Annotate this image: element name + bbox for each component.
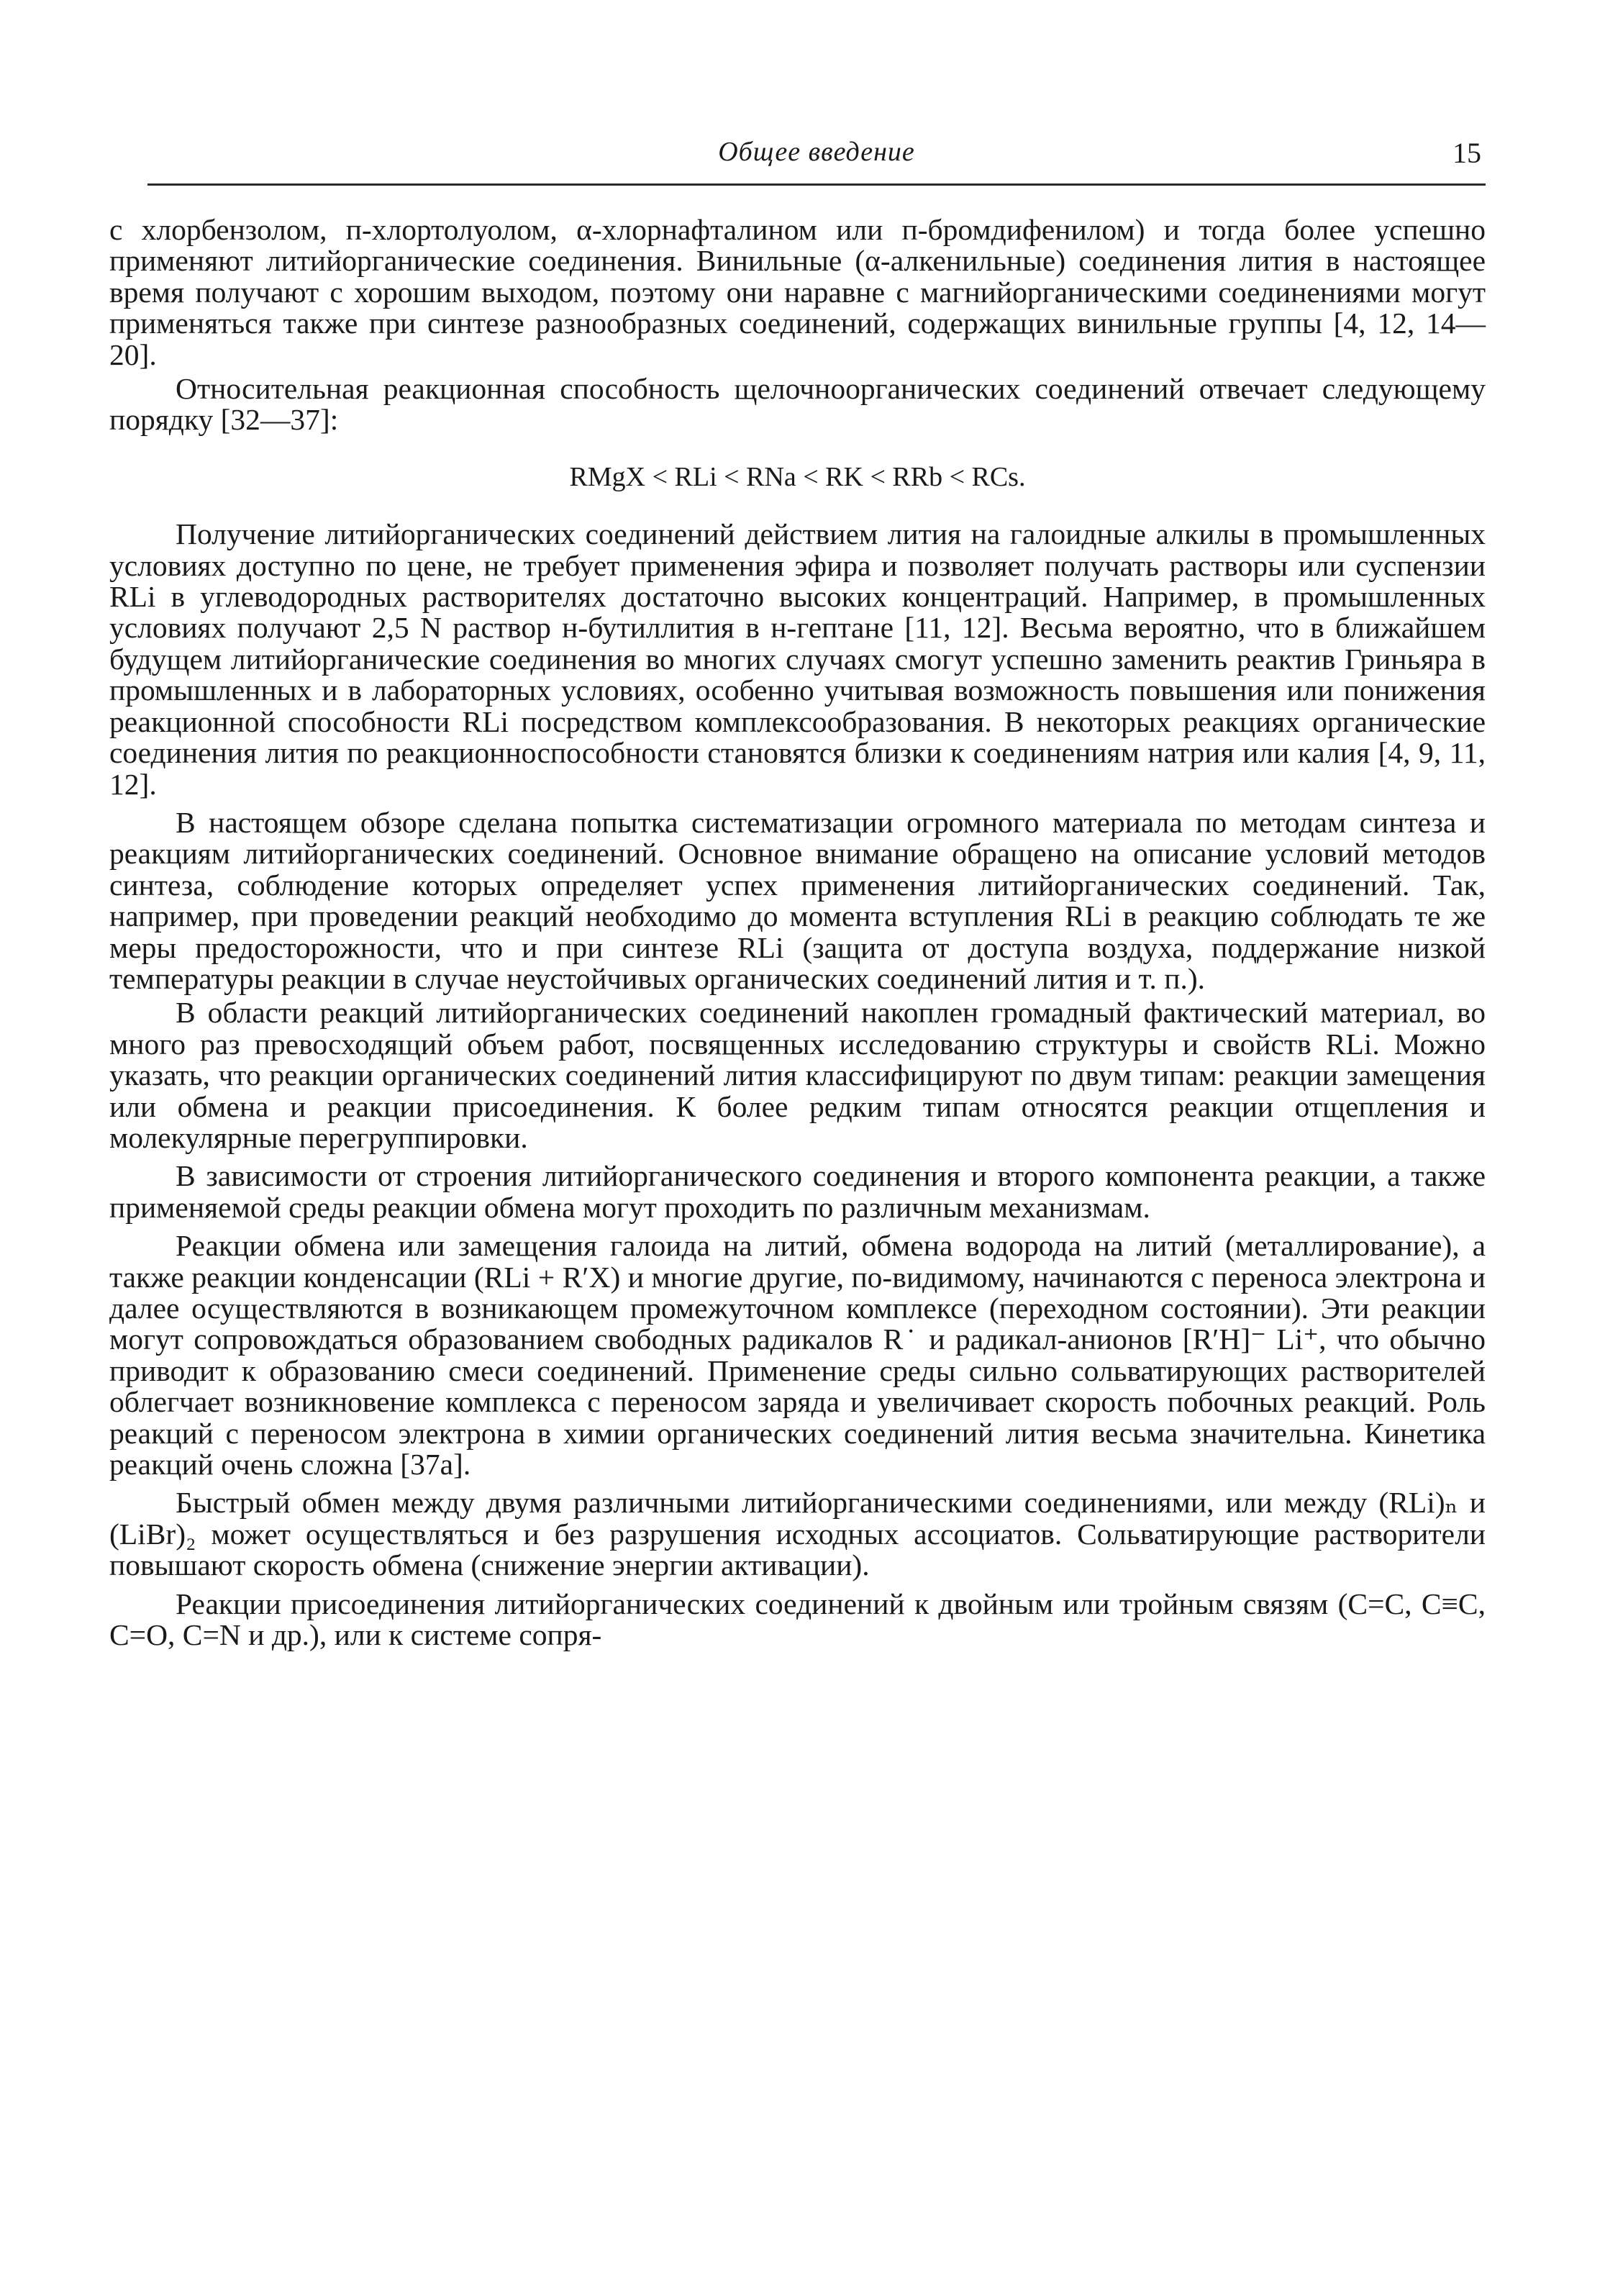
reactivity-order-formula: RMgX < RLi < RNa < RK < RRb < RCs. [569, 461, 1026, 492]
body-text [109, 214, 1486, 1651]
paragraph: Быстрый обмен между двумя различными литийорганическими соединениями, или между (RLi)ₙ и (LiBr)₂ может осуществляться и без разрушения исходных ассоциатов. Сольватирующие растворители повышают скорость обмена (снижение энергии активации). [109, 1486, 1486, 1582]
paragraph: Реакции присоединения литийорганических соединений к двойным или тройным связям (C=C, C≡C, C=O, C=N и др.), или к системе сопря- [109, 1587, 1486, 1652]
paragraph: Реакции обмена или замещения галоида на литий, обмена водорода на литий (металлирование), а также реакции конденсации (RLi + R′X) и многие другие, по-видимому, начинаются с переноса электрона и далее осуществляются в возникающем промежуточном комплексе (переходном состоянии). Эти реакции могут сопровождаться образованием свободных радикалов R˙ и радикал-анионов [R′H]⁻ Li⁺, что обычно приводит к образованию смеси соединений. Применение среды сильно сольватирующих растворителей облегчает возникновение комплекса с переносом заряда и увеличивает скорость побочных реакций. Роль реакций с переносом электрона в химии органических соединений лития весьма значительна. Кинетика реакций очень сложна [37а]. [109, 1229, 1486, 1481]
paragraph: Получение литийорганических соединений действием лития на галоидные алкилы в промышленных условиях доступно по цене, не требует применения эфира и позволяет получать растворы или суспензии RLi в углеводородных растворителях достаточно высоких концентраций. Например, в промышленных условиях получают 2,5 N раствор н-бутиллития в н-гептане [11, 12]. Весьма вероятно, что в ближайшем будущем литийорганические соединения во многих случаях смогут успешно заменить реактив Гриньяра в промышленных и в лабораторных условиях, особенно учитывая возможность повышения или понижения реакционной способности RLi посредством комплексообразования. В некоторых реакциях органические соединения лития по реакционноспособности становятся близки к соединениям натрия или калия [4, 9, 11, 12]. [109, 517, 1486, 801]
paragraph: В области реакций литийорганических соединений накоплен громадный фактический материал, во много раз превосходящий объем работ, посвященных исследованию структуры и свойств RLi. Можно указать, что реакции органических соединений лития классифицируют по двум типам: реакции замещения или обмена и реакции присоединения. К более редким типам относятся реакции отщепления и молекулярные перегруппировки. [109, 996, 1486, 1154]
page-header [147, 133, 1486, 186]
paragraph: В настоящем обзоре сделана попытка систематизации огромного материала по методам синтеза и реакциям литийорганических соединений. Основное внимание обращено на описание условий методов синтеза, соблюдение которых определяет успех применения литийорганических соединений. Так, например, при проведении реакций необходимо до момента вступления RLi в реакцию соблюдать те же меры предосторожности, что и при синтезе RLi (защита от доступа воздуха, поддержание низкой температуры реакции в случае неустойчивых органических соединений лития и т. п.). [109, 805, 1486, 995]
paragraph: Относительная реакционная способность щелочноорганических соединений отвечает следующему порядку [32—37]: [109, 372, 1486, 437]
paragraph: с хлорбензолом, п-хлортолуолом, α-хлорнафталином или п-бромдифенилом) и тогда более успешно применяют литийорганические соединения. Винильные (α-алкенильные) соединения лития в настоящее время получают с хорошим выходом, поэтому они наравне с магнийорганическими соединениями могут применяться также при синтезе разнообразных соединений, содержащих винильные группы [4, 12, 14—20]. [109, 213, 1486, 371]
paragraph: В зависимости от строения литийорганического соединения и второго компонента реакции, а также применяемой среды реакции обмена могут проходить по различным механизмам. [109, 1159, 1486, 1224]
running-title: Общее введение [718, 137, 915, 167]
page-number: 15 [1452, 137, 1481, 169]
